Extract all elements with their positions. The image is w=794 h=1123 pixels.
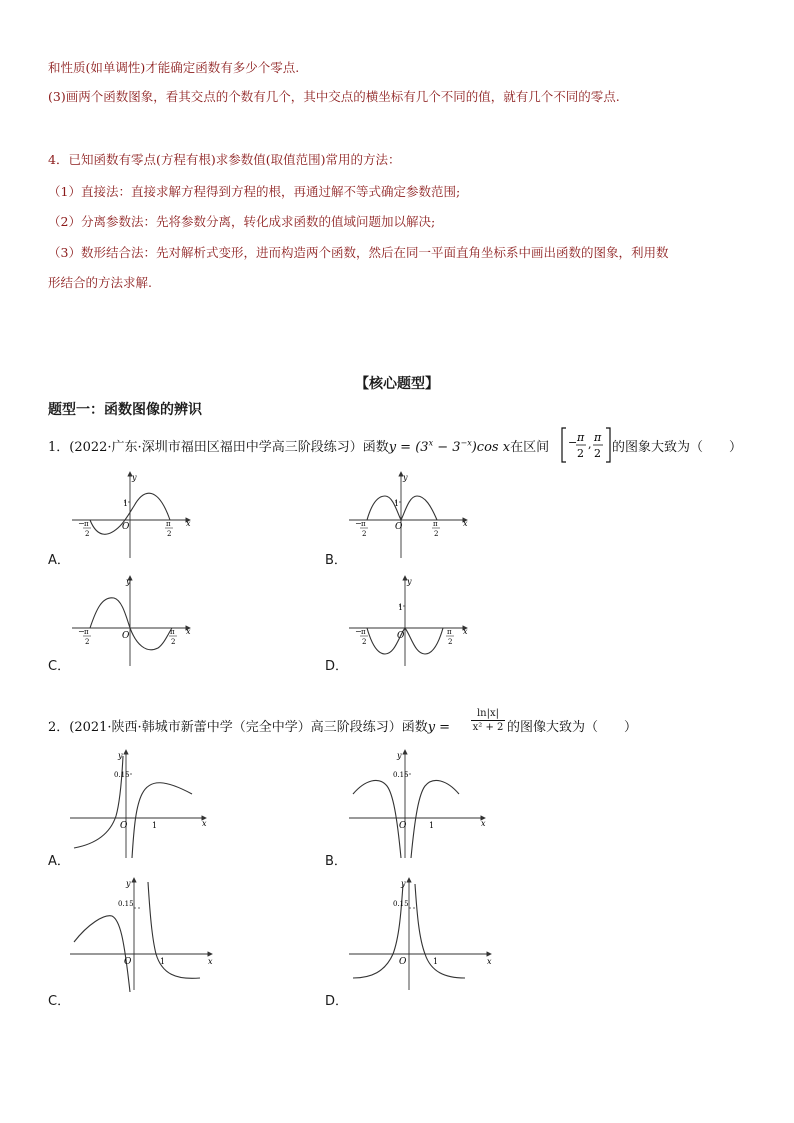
graph-minus: −: [78, 627, 85, 636]
graph-two: 2: [85, 530, 90, 538]
q1-option-b[interactable]: B．: [325, 553, 347, 568]
graph-origin: O: [122, 522, 130, 532]
q2-prefix: 2．(2021·陕西·韩城市新蕾中学（完全中学）高三阶段练习）函数: [48, 720, 428, 735]
graph-y-label: y: [401, 879, 406, 888]
graph-one-label: 1: [123, 499, 129, 508]
graph-minus: −: [355, 627, 362, 636]
method-2: （2）分离参数法：先将参数分离，转化成求函数的值域问题加以解决;: [48, 214, 436, 229]
q1-sup-x: x: [428, 438, 434, 448]
graph-origin: O: [399, 821, 407, 831]
q1-interval-text: 在区间: [510, 440, 550, 455]
graph-pi: π: [447, 628, 452, 636]
q1-interval-minus: −: [568, 436, 578, 449]
graph-x-label: x: [186, 627, 191, 636]
graph-two: 2: [448, 638, 453, 646]
q1-graph-a[interactable]: [68, 468, 198, 560]
q1-formula-mid: − 3: [433, 440, 461, 455]
graph-015: 0.15: [393, 900, 409, 908]
q2-option-c[interactable]: C．: [48, 994, 71, 1009]
q1-interval: [560, 426, 612, 464]
graph-one-label: 1: [433, 957, 439, 966]
q1-interval-2-1: 2: [577, 447, 584, 460]
q1-option-a[interactable]: A．: [48, 553, 70, 568]
graph-y-label: y: [118, 751, 123, 760]
graph-two: 2: [362, 530, 367, 538]
q1-option-c[interactable]: C．: [48, 659, 71, 674]
q1-prefix: 1．(2022·广东·深圳市福田区福田中学高三阶段练习）函数: [48, 440, 389, 455]
q2-numerator: ln|x|: [471, 708, 505, 721]
graph-y-label: y: [407, 577, 412, 586]
graph-pi: π: [361, 520, 366, 528]
graph-015: 0.15: [118, 900, 134, 908]
graph-origin: O: [395, 522, 403, 532]
q2-stem: [48, 716, 450, 735]
graph-x-label: x: [463, 627, 468, 636]
graph-two: 2: [434, 530, 439, 538]
item4-title: 4．已知函数有零点(方程有根)求参数值(取值范围)常用的方法：: [48, 152, 401, 167]
q1-formula-end: )cos x: [471, 440, 511, 455]
graph-pi: π: [84, 520, 89, 528]
graph-x-label: x: [487, 957, 492, 966]
graph-origin: O: [122, 631, 130, 641]
q1-graph-c[interactable]: [68, 572, 198, 668]
graph-origin: O: [124, 957, 132, 967]
q1-interval-2-2: 2: [594, 447, 601, 460]
graph-one-label: 1: [394, 499, 400, 508]
q1-graph-b[interactable]: [345, 468, 475, 560]
q2-graph-c[interactable]: [66, 874, 218, 992]
graph-origin: O: [399, 957, 407, 967]
q2-y-eq: y =: [427, 720, 451, 735]
q1-interval-pi-1: π: [577, 431, 585, 444]
svg-text:,: ,: [588, 438, 592, 451]
graph-two: 2: [85, 638, 90, 646]
q2-option-a[interactable]: A．: [48, 854, 70, 869]
section-title: 【核心题型】: [355, 376, 439, 392]
graph-minus: −: [78, 519, 85, 528]
graph-minus: −: [355, 519, 362, 528]
graph-x-label: x: [186, 519, 191, 528]
q1-interval-pi-2: π: [594, 431, 602, 444]
q1-stem: [48, 436, 549, 455]
graph-pi: π: [361, 628, 366, 636]
graph-one-label: 1: [429, 821, 435, 830]
graph-x-label: x: [463, 519, 468, 528]
q1-sup-negx: −x: [460, 438, 472, 448]
q2-option-d[interactable]: D．: [325, 994, 349, 1009]
graph-x-label: x: [202, 819, 207, 828]
q2-graph-d[interactable]: [345, 874, 497, 992]
graph-one-label: 1: [160, 957, 166, 966]
graph-one-label: 1: [152, 821, 158, 830]
q1-suffix: 的图象大致为（ ）: [612, 440, 743, 455]
graph-two: 2: [167, 530, 172, 538]
graph-015: 0.15: [393, 771, 409, 779]
q2-option-b[interactable]: B．: [325, 854, 347, 869]
graph-origin: O: [397, 631, 405, 641]
graph-pi: π: [433, 520, 438, 528]
q2-denominator: x² + 2: [472, 722, 504, 733]
type1-title: 题型一：函数图像的辨识: [48, 402, 202, 418]
q1-graph-d[interactable]: [345, 572, 475, 668]
q2-fraction: [471, 708, 505, 733]
graph-x-label: x: [208, 957, 213, 966]
graph-y-label: y: [403, 473, 408, 482]
note-line-2: (3)画两个函数图象，看其交点的个数有几个，其中交点的横坐标有几个不同的值，就有几个不同的零点.: [48, 89, 620, 104]
note-line-1: 和性质(如单调性)才能确定函数有多少个零点.: [48, 60, 300, 75]
graph-x-label: x: [481, 819, 486, 828]
graph-y-label: y: [126, 577, 131, 586]
graph-015: 0.15: [114, 771, 130, 779]
graph-pi: π: [84, 628, 89, 636]
q2-graph-a[interactable]: [66, 746, 212, 860]
graph-two: 2: [362, 638, 367, 646]
graph-y-label: y: [397, 751, 402, 760]
graph-y-label: y: [132, 473, 137, 482]
method-3a: （3）数形结合法：先对解析式变形，进而构造两个函数，然后在同一平面直角坐标系中画出函数的图象，利用数: [48, 245, 669, 260]
graph-one-label: 1: [398, 603, 404, 612]
graph-two: 2: [171, 638, 176, 646]
graph-pi: π: [166, 520, 171, 528]
graph-y-label: y: [126, 879, 131, 888]
method-3b: 形结合的方法求解.: [48, 275, 152, 290]
method-1: （1）直接法：直接求解方程得到方程的根，再通过解不等式确定参数范围;: [48, 184, 461, 199]
q2-suffix: 的图像大致为（ ）: [507, 720, 638, 735]
q2-graph-b[interactable]: [345, 746, 491, 860]
q1-formula-y: y = (3: [388, 440, 429, 455]
graph-pi: π: [170, 628, 175, 636]
graph-origin: O: [120, 821, 128, 831]
q1-option-d[interactable]: D．: [325, 659, 349, 674]
